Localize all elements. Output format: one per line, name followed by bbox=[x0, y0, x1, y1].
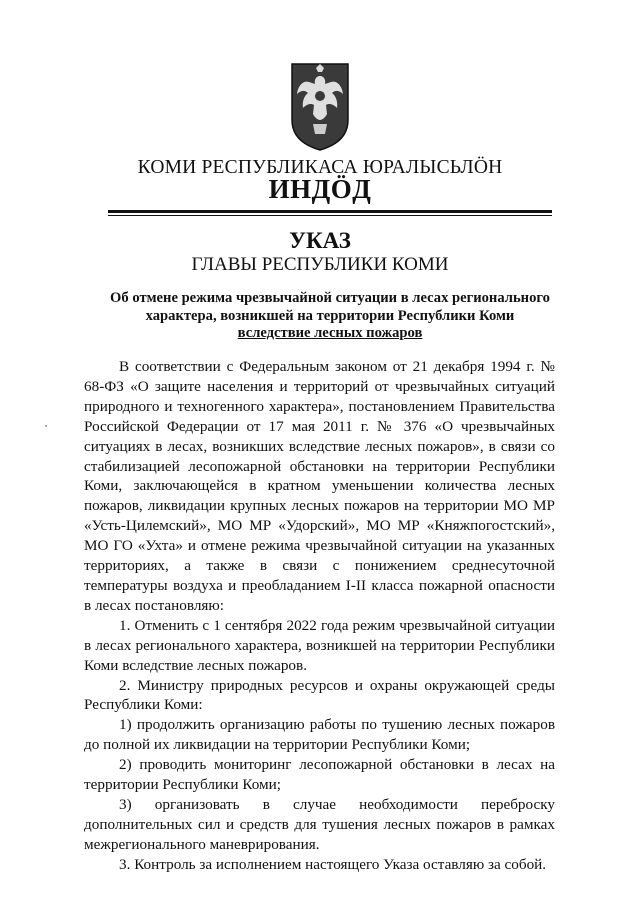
document-title bbox=[100, 290, 560, 343]
document-title-line: характера, возникшей на территории Республики Коми bbox=[145, 307, 515, 324]
header-divider-thick bbox=[108, 210, 552, 213]
body-paragraph-preamble: В соответствии с Федеральным законом от 21 декабря 1994 г. № 68-ФЗ «О защите населения и территорий от чрезвычайных ситуаций природного и техногенного характера», постановлением Правительства Российской Федерации от 17 мая 2011 г. № 376 «О чрезвычайных ситуациях в лесах, возникших вследствие лесных пожаров», в связи со стабилизацией лесопожарной обстановки на территории Республики Коми, заключающейся в кратном уменьшении количества лесных пожаров, ликвидации крупных лесных пожаров на территории МО МР «Усть-Цилемский», МО МР «Удорский», МО МР «Княжпогостский», МО ГО «Ухта» и отмене режима чрезвычайной ситуации на указанных территориях, а также в связи с понижением среднесуточной температуры воздуха и преобладанием I-II класса пожарной опасности в лесах постановляю: bbox=[84, 358, 555, 614]
body-paragraph-item-1: 1. Отменить с 1 сентября 2022 года режим чрезвычайной ситуации в лесах регионального характера, возникшей на территории Республики Коми вследствие лесных пожаров. bbox=[84, 616, 555, 674]
document-issuer: ГЛАВЫ РЕСПУБЛИКИ КОМИ bbox=[191, 254, 449, 275]
document-body bbox=[84, 357, 555, 875]
body-paragraph-item-2: 2. Министру природных ресурсов и охраны окружающей среды Республики Коми: bbox=[84, 676, 555, 714]
header-komi-title: ИНДÖД bbox=[268, 174, 372, 204]
scan-speck bbox=[45, 425, 47, 427]
header-divider-thin bbox=[108, 215, 552, 216]
body-paragraph-subitem-1: 1) продолжить организацию работы по тушению лесных пожаров до полной их ликвидации на территории Республики Коми; bbox=[84, 716, 555, 754]
komi-coat-of-arms-icon bbox=[289, 62, 351, 152]
document-title-line: вследствие лесных пожаров bbox=[237, 325, 423, 341]
body-paragraph-subitem-3: 3) организовать в случае необходимости переброску дополнительных сил и средств для тушения лесных пожаров в рамках межрегионального маневрирования. bbox=[84, 795, 555, 853]
body-paragraph-item-3: 3. Контроль за исполнением настоящего Указа оставляю за собой. bbox=[119, 855, 547, 873]
header-komi-line: КОМИ РЕСПУБЛИКАСА ЮРАЛЫСЬЛÖН bbox=[137, 157, 503, 178]
body-paragraph-subitem-2: 2) проводить мониторинг лесопожарной обстановки в лесах на территории Республики Коми; bbox=[84, 756, 555, 794]
document-title-line: Об отмене режима чрезвычайной ситуации в лесах регионального bbox=[110, 290, 550, 306]
document-type: УКАЗ bbox=[289, 228, 351, 253]
